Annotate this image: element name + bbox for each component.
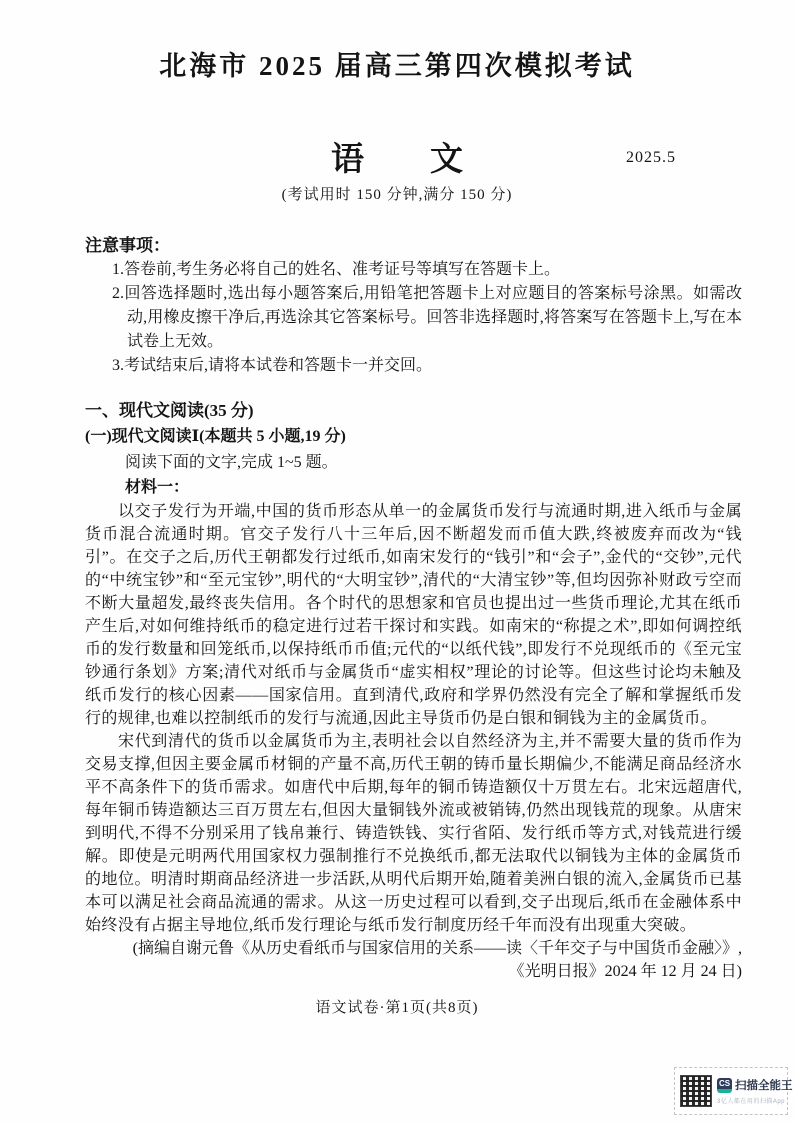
qr-code-icon (680, 1075, 712, 1107)
exam-duration-info: (考试用时 150 分钟,满分 150 分) (281, 187, 513, 203)
notice-item-2: 2.回答选择题时,选出每小题答案后,用铅笔把答题卡上对应题目的答案标号涂黑。如需改动,用橡皮擦干净后,再选涂其它答案标号。回答非选择题时,将答案写在答题卡上,写在本试卷上无效。 (112, 285, 742, 350)
notice-item-3: 3.考试结束后,请将本试卷和答题卡一并交回。 (112, 357, 433, 374)
camscanner-watermark (674, 1067, 793, 1115)
subject-title: 语 文 (331, 142, 463, 178)
material-label: 材料一： (125, 479, 190, 496)
camscanner-tagline: 3亿人都在用的扫描App (717, 1099, 786, 1105)
notice-title: 注意事项： (85, 236, 170, 255)
section-subheading: (一)现代文阅读Ⅰ(本题共 5 小题,19 分) (85, 428, 346, 445)
reading-instruction: 阅读下面的文字,完成 1~5 题。 (125, 454, 338, 471)
attribution-line-1: (摘编自谢元鲁《从历史看纸币与国家信用的关系——读〈千年交子与中国货币金融〉》, (132, 940, 742, 957)
notice-item-1: 1.答卷前,考生务必将自己的姓名、准考证号等填写在答题卡上。 (112, 261, 561, 278)
passage-paragraph-1: 以交子发行为开端,中国的货币形态从单一的金属货币发行与流通时期,进入纸币与金属货币混合流通时期。官交子发行八十三年后,因不断超发而币值大跌,终被废弃而改为“钱引”。在交子之后,历代王朝都发行过纸币,如南宋发行的“钱引”和“会子”,金代的“交钞”,元代的“中统宝钞”和“至元宝钞”,明代的“大明宝钞”,清代的“大清宝钞”等,但均因弥补财政亏空而不断大量超发,最终丧失信用。各个时代的思想家和官员也提出过一些货币理论,尤其在纸币产生后,对如何维持纸币的稳定进行过若干探讨和实践。如南宋的“称提之术”,即如何调控纸币的发行数量和回笼纸币,以保持纸币币值;元代的“以纸代钱”,即发行不兑现纸币的《至元宝钞通行条划》方案;清代对纸币与金属货币“虚实相权”理论的讨论等。但这些讨论均未触及纸币发行的核心因素——国家信用。直到清代,政府和学界仍然没有完全了解和掌握纸币发行的规律,也难以控制纸币的发行与流通,因此主导货币仍是白银和铜钱为主的金属货币。 (85, 503, 742, 727)
attribution-line-2: 《光明日报》2024 年 12 月 24 日) (508, 963, 742, 980)
watermark-text-block (717, 1077, 793, 1105)
passage-paragraph-2: 宋代到清代的货币以金属货币为主,表明社会以自然经济为主,并不需要大量的货币作为交易支撑,但因主要金属币材铜的产量不高,历代王朝的铸币量长期偏少,不能满足商品经济水平不高条件下的货币需求。如唐代中后期,每年的铜币铸造额仅十万贯左右。北宋远超唐代,每年铜币铸造额达三百万贯左右,但因大量铜钱外流或被销铸,仍然出现钱荒的现象。从唐宋到明代,不得不分别采用了钱帛兼行、铸造铁钱、实行省陌、发行纸币等方式,对钱荒进行缓解。即使是元明两代用国家权力强制推行不兑换纸币,都无法取代以铜钱为主体的金属货币的地位。明清时期商品经济进一步活跃,从明代后期开始,随着美洲白银的流入,金属货币已基本可以满足社会商品流通的需求。从这一历史过程可以看到,交子出现后,纸币在金融体系中始终没有占据主导地位,纸币发行理论与纸币发行制度历经千年而没有出现重大突破。 (85, 733, 742, 934)
notice-section (85, 234, 742, 378)
page-number-footer: 语文试卷·第1页(共8页) (315, 1000, 479, 1016)
exam-title: 北海市 2025 届高三第四次模拟考试 (159, 51, 635, 81)
exam-date: 2025.5 (626, 149, 676, 166)
reading-section (85, 398, 742, 983)
section-heading: 一、现代文阅读(35 分) (85, 401, 254, 420)
camscanner-app-name: 扫描全能王 (735, 1080, 793, 1092)
camscanner-logo-icon: CS (717, 1078, 732, 1093)
subject-row (0, 133, 794, 179)
